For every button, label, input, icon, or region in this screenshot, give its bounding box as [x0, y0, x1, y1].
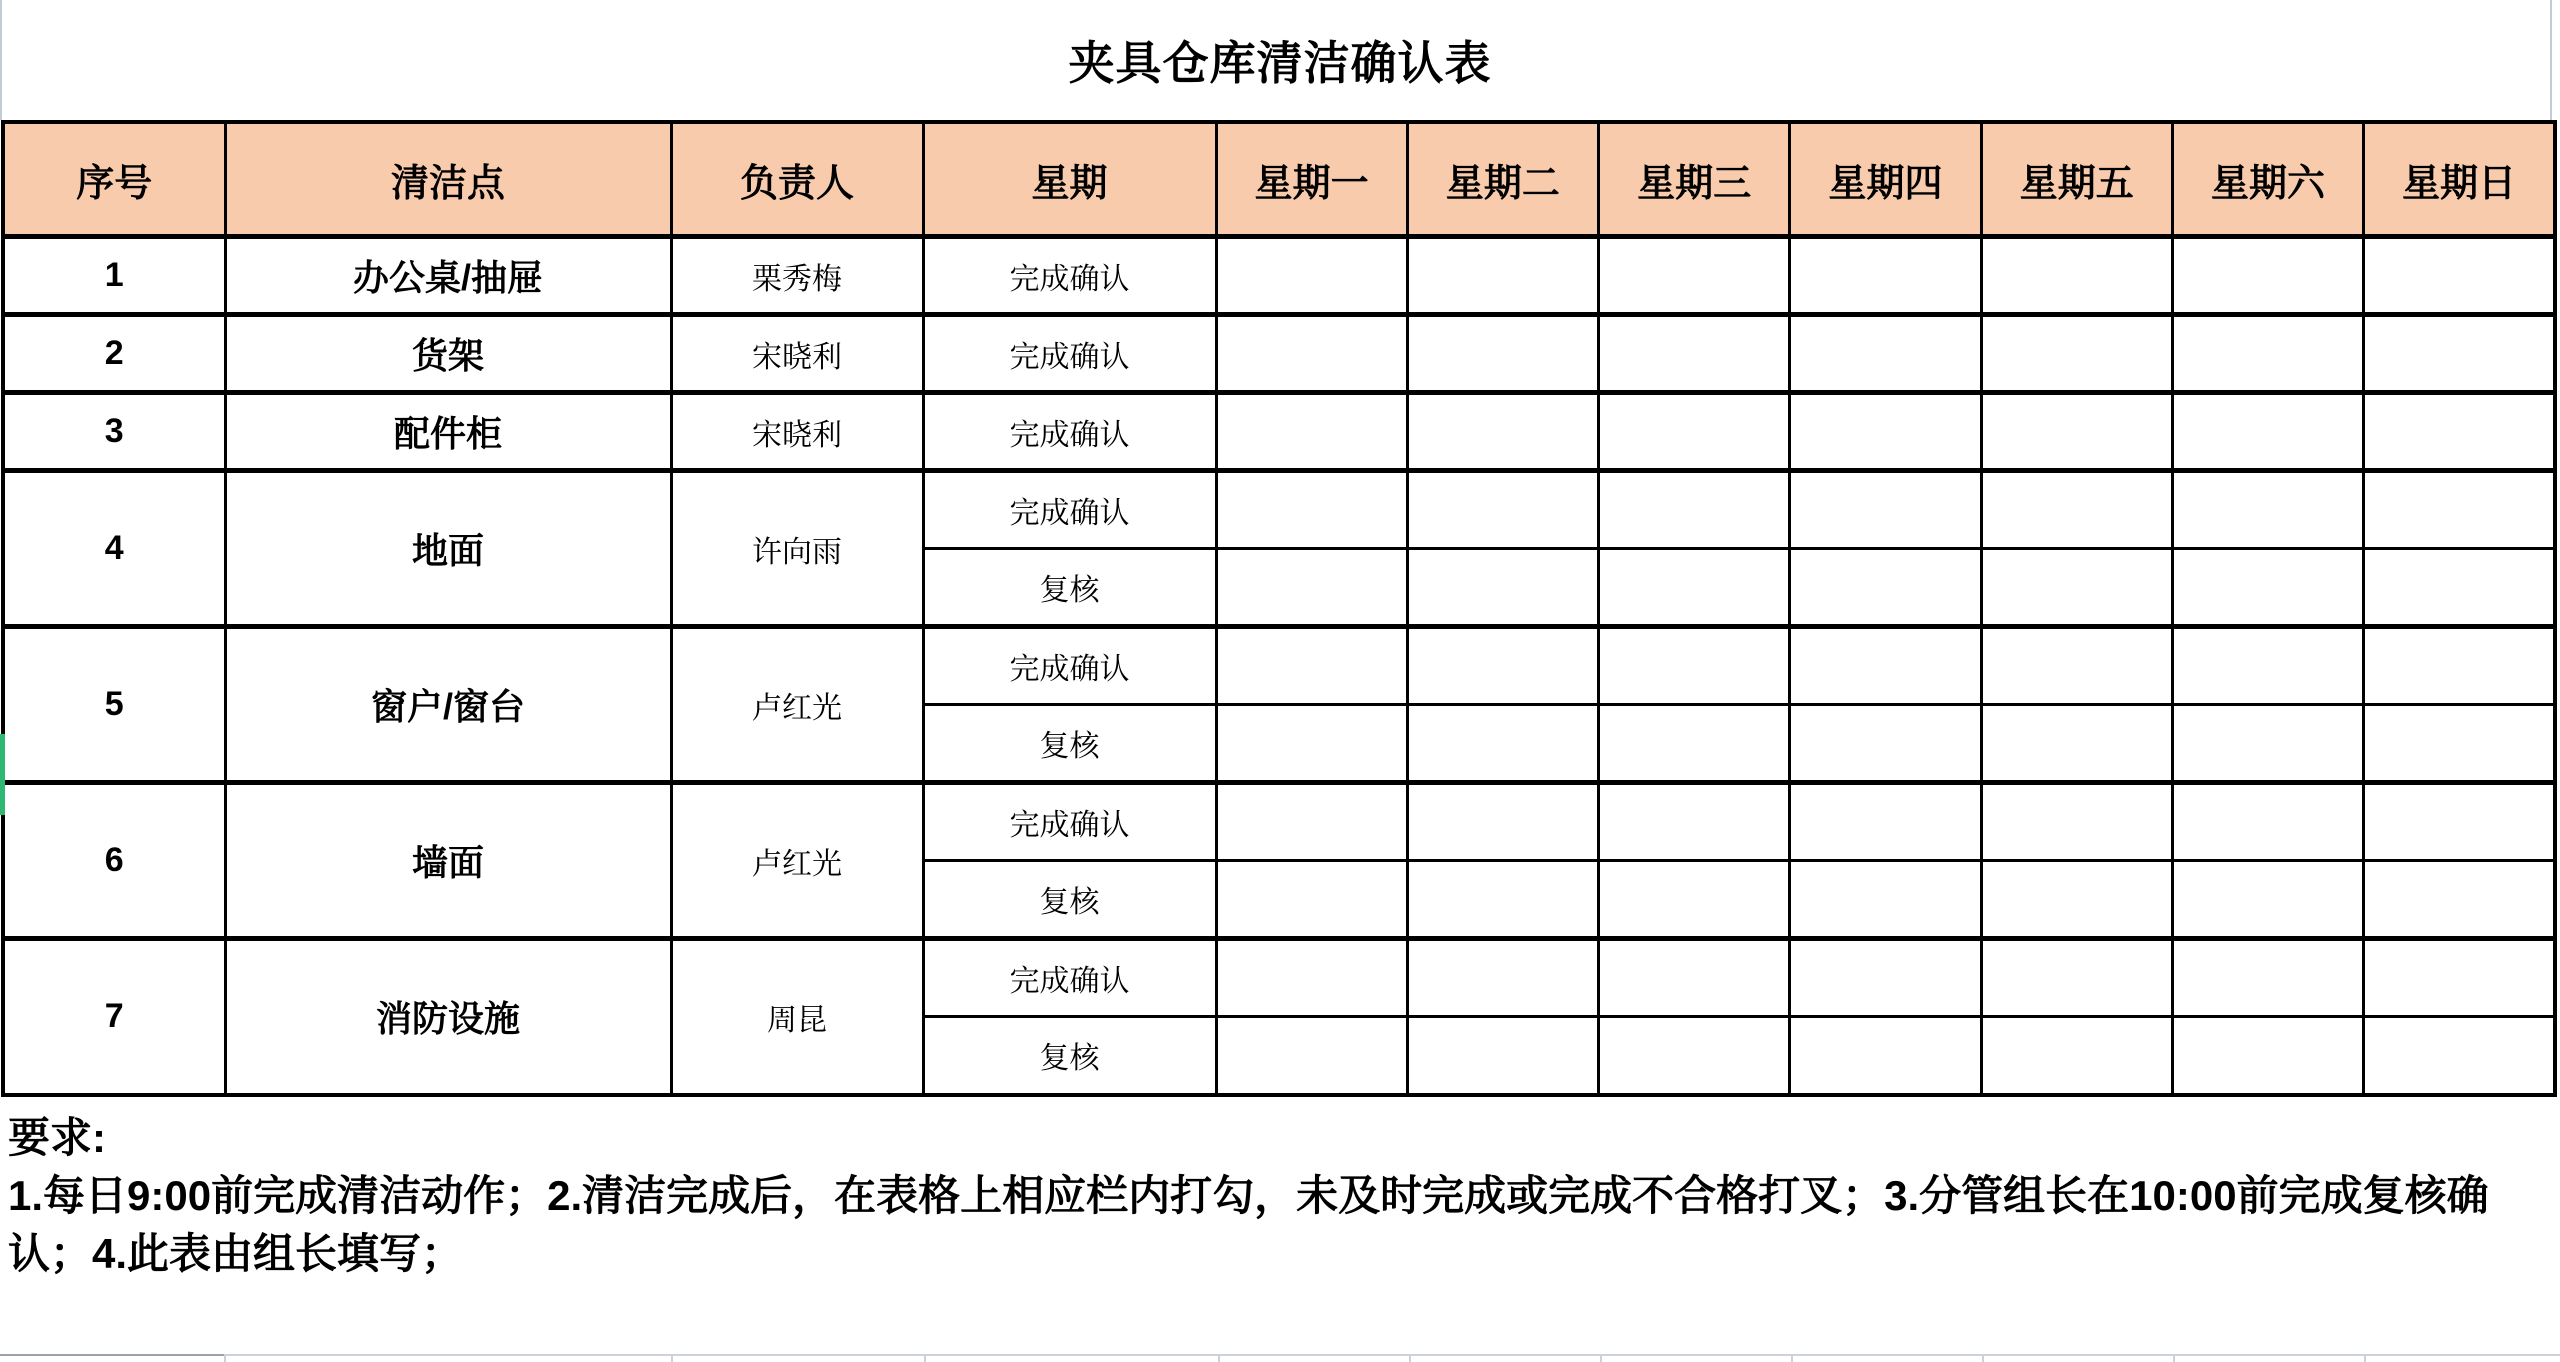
day-cell[interactable]: [2364, 861, 2555, 939]
day-cell[interactable]: [1790, 471, 1981, 549]
gridline-tick: [1791, 1356, 1793, 1362]
row-point[interactable]: 消防设施: [225, 939, 671, 1095]
row-owner[interactable]: 宋晓利: [671, 393, 923, 471]
bottom-gridline: [0, 1354, 2560, 1356]
header-sun[interactable]: 星期日: [2364, 122, 2555, 237]
gridline-tick: [924, 1356, 926, 1362]
bottom-gridline-dark-segment: [0, 1354, 224, 1356]
row-owner[interactable]: 卢红光: [671, 627, 923, 783]
day-cell[interactable]: [2172, 393, 2363, 471]
day-cell[interactable]: [1407, 705, 1598, 783]
day-cell[interactable]: [1599, 471, 1790, 549]
day-cell[interactable]: [1790, 1017, 1981, 1095]
selection-indicator: [0, 734, 5, 815]
header-tue[interactable]: 星期二: [1407, 122, 1598, 237]
day-cell[interactable]: [1599, 783, 1790, 861]
day-cell[interactable]: [2172, 237, 2363, 315]
row-owner[interactable]: 周昆: [671, 939, 923, 1095]
table-row: [3, 471, 2555, 549]
day-cell[interactable]: [1216, 783, 1407, 861]
day-cell[interactable]: [1407, 783, 1598, 861]
day-cell[interactable]: [1407, 861, 1598, 939]
day-cell[interactable]: [1216, 315, 1407, 393]
row-point[interactable]: 地面: [225, 471, 671, 627]
header-wed[interactable]: 星期三: [1599, 122, 1790, 237]
notes: [0, 1109, 2560, 1283]
day-cell[interactable]: [1599, 393, 1790, 471]
day-cell[interactable]: [2172, 939, 2363, 1017]
day-cell[interactable]: [1981, 861, 2172, 939]
notes-body: 1.每日9:00前完成清洁动作；2.清洁完成后，在表格上相应栏内打勾，未及时完成或完成不合格打叉；3.分管组长在10:00前完成复核确认；4.此表由组长填写；: [8, 1171, 2489, 1277]
day-cell[interactable]: [1216, 861, 1407, 939]
header-point[interactable]: 清洁点: [225, 122, 671, 237]
day-cell[interactable]: [1599, 861, 1790, 939]
day-cell[interactable]: [1981, 1017, 2172, 1095]
day-cell[interactable]: [1216, 1017, 1407, 1095]
day-cell[interactable]: [1981, 393, 2172, 471]
day-cell[interactable]: [1599, 237, 1790, 315]
day-cell[interactable]: [1981, 471, 2172, 549]
day-cell[interactable]: [1216, 471, 1407, 549]
day-cell[interactable]: [1981, 315, 2172, 393]
gridline-tick: [1600, 1356, 1602, 1362]
table-row: [3, 627, 2555, 705]
header-no[interactable]: 序号: [3, 122, 225, 237]
row-owner[interactable]: 栗秀梅: [671, 237, 923, 315]
stage-cell[interactable]: 复核: [923, 705, 1216, 783]
row-point[interactable]: 货架: [225, 315, 671, 393]
day-cell[interactable]: [1407, 237, 1598, 315]
gridline-tick: [2173, 1356, 2175, 1362]
stage-cell[interactable]: 复核: [923, 549, 1216, 627]
day-cell[interactable]: [2364, 705, 2555, 783]
stage-cell[interactable]: 完成确认: [923, 627, 1216, 705]
header-sat[interactable]: 星期六: [2172, 122, 2363, 237]
row-no[interactable]: 3: [3, 393, 225, 471]
cleaning-table: [1, 120, 2557, 1097]
row-owner[interactable]: 卢红光: [671, 783, 923, 939]
day-cell[interactable]: [2172, 315, 2363, 393]
stage-cell[interactable]: 完成确认: [923, 237, 1216, 315]
day-cell[interactable]: [1216, 237, 1407, 315]
row-point[interactable]: 墙面: [225, 783, 671, 939]
day-cell[interactable]: [2172, 1017, 2363, 1095]
table-row: [3, 939, 2555, 1017]
day-cell[interactable]: [1790, 627, 1981, 705]
header-fri[interactable]: 星期五: [1981, 122, 2172, 237]
row-no[interactable]: 2: [3, 315, 225, 393]
row-no[interactable]: 6: [3, 783, 225, 939]
gridline-tick: [1409, 1356, 1411, 1362]
row-point[interactable]: 窗户/窗台: [225, 627, 671, 783]
day-cell[interactable]: [1599, 315, 1790, 393]
day-cell[interactable]: [1216, 549, 1407, 627]
day-cell[interactable]: [2364, 549, 2555, 627]
day-cell[interactable]: [1981, 783, 2172, 861]
day-cell[interactable]: [1790, 393, 1981, 471]
page-title: 夹具仓库清洁确认表: [1068, 37, 1492, 89]
day-cell[interactable]: [1407, 1017, 1598, 1095]
day-cell[interactable]: [1407, 549, 1598, 627]
day-cell[interactable]: [1599, 939, 1790, 1017]
day-cell[interactable]: [1599, 627, 1790, 705]
day-cell[interactable]: [2364, 471, 2555, 549]
day-cell[interactable]: [1407, 939, 1598, 1017]
table-row: [3, 315, 2555, 393]
day-cell[interactable]: [1599, 1017, 1790, 1095]
day-cell[interactable]: [2364, 237, 2555, 315]
day-cell[interactable]: [2364, 1017, 2555, 1095]
gridline-tick: [1982, 1356, 1984, 1362]
header-week[interactable]: 星期: [923, 122, 1216, 237]
table-row: [3, 237, 2555, 315]
gridline-tick: [224, 1356, 226, 1362]
day-cell[interactable]: [2364, 627, 2555, 705]
stage-cell[interactable]: 复核: [923, 1017, 1216, 1095]
stage-cell[interactable]: 完成确认: [923, 471, 1216, 549]
day-cell[interactable]: [1216, 627, 1407, 705]
row-no[interactable]: 4: [3, 471, 225, 627]
day-cell[interactable]: [2172, 471, 2363, 549]
stage-cell[interactable]: 复核: [923, 861, 1216, 939]
row-no[interactable]: 5: [3, 627, 225, 783]
header-owner[interactable]: 负责人: [671, 122, 923, 237]
sheet-gridline-right: [2550, 0, 2552, 120]
day-cell[interactable]: [1407, 627, 1598, 705]
day-cell[interactable]: [2364, 315, 2555, 393]
table-row: [3, 783, 2555, 861]
sheet-gridline-left: [0, 0, 2, 120]
day-cell[interactable]: [2364, 393, 2555, 471]
header-thu[interactable]: 星期四: [1790, 122, 1981, 237]
day-cell[interactable]: [1790, 939, 1981, 1017]
row-point[interactable]: 办公桌/抽屉: [225, 237, 671, 315]
day-cell[interactable]: [1981, 237, 2172, 315]
row-point[interactable]: 配件柜: [225, 393, 671, 471]
table-row: [3, 393, 2555, 471]
day-cell[interactable]: [1407, 393, 1598, 471]
row-no[interactable]: 1: [3, 237, 225, 315]
day-cell[interactable]: [2364, 939, 2555, 1017]
day-cell[interactable]: [2172, 549, 2363, 627]
day-cell[interactable]: [1790, 705, 1981, 783]
stage-cell[interactable]: 完成确认: [923, 939, 1216, 1017]
row-no[interactable]: 7: [3, 939, 225, 1095]
day-cell[interactable]: [1407, 315, 1598, 393]
day-cell[interactable]: [1790, 549, 1981, 627]
stage-cell[interactable]: 完成确认: [923, 393, 1216, 471]
day-cell[interactable]: [1407, 471, 1598, 549]
gridline-tick: [1218, 1356, 1220, 1362]
row-owner[interactable]: 许向雨: [671, 471, 923, 627]
stage-cell[interactable]: 完成确认: [923, 315, 1216, 393]
day-cell[interactable]: [2172, 783, 2363, 861]
day-cell[interactable]: [2172, 861, 2363, 939]
notes-heading: 要求:: [8, 1113, 106, 1161]
day-cell[interactable]: [1981, 939, 2172, 1017]
header-mon[interactable]: 星期一: [1216, 122, 1407, 237]
day-cell[interactable]: [1216, 939, 1407, 1017]
day-cell[interactable]: [2172, 627, 2363, 705]
day-cell[interactable]: [1599, 549, 1790, 627]
gridline-tick: [671, 1356, 673, 1362]
day-cell[interactable]: [1790, 861, 1981, 939]
header-row: [3, 122, 2555, 237]
day-cell[interactable]: [1981, 549, 2172, 627]
day-cell[interactable]: [1790, 237, 1981, 315]
row-owner[interactable]: 宋晓利: [671, 315, 923, 393]
day-cell[interactable]: [1790, 783, 1981, 861]
gridline-tick: [2364, 1356, 2366, 1362]
day-cell[interactable]: [1981, 627, 2172, 705]
day-cell[interactable]: [1216, 705, 1407, 783]
day-cell[interactable]: [2172, 705, 2363, 783]
day-cell[interactable]: [1599, 705, 1790, 783]
day-cell[interactable]: [2364, 783, 2555, 861]
day-cell[interactable]: [1981, 705, 2172, 783]
stage-cell[interactable]: 完成确认: [923, 783, 1216, 861]
day-cell[interactable]: [1790, 315, 1981, 393]
day-cell[interactable]: [1216, 393, 1407, 471]
